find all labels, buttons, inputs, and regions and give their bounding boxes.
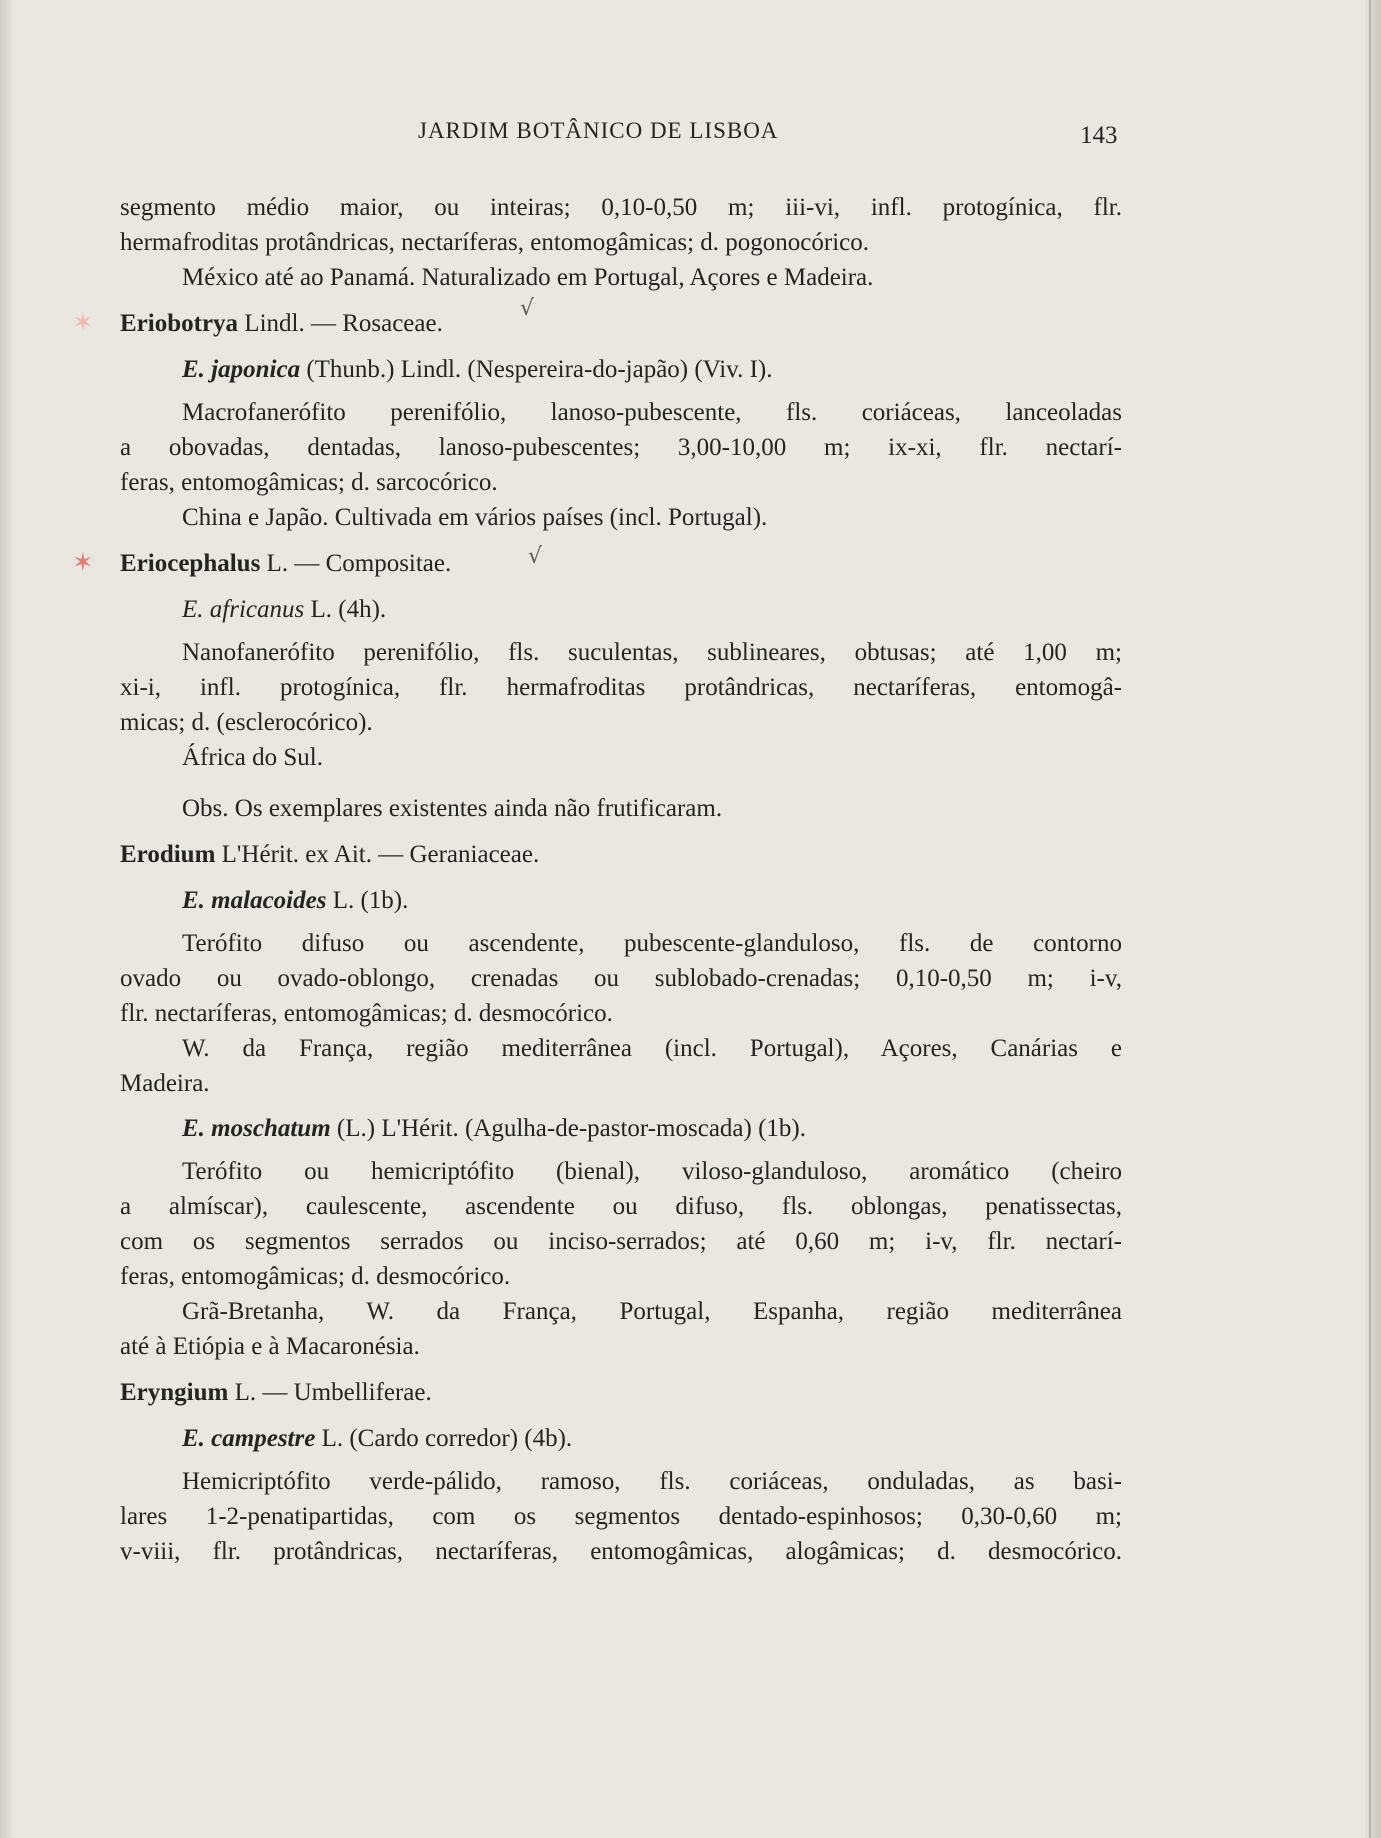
genus-heading-eriocephalus bbox=[72, 544, 1122, 581]
genus-author-family: L. — Compositae. bbox=[260, 550, 452, 577]
genus-name: Erodium bbox=[120, 841, 216, 868]
genus-heading-eryngium bbox=[120, 1375, 1122, 1410]
observation-note: Obs. Os exemplares existentes ainda não frutificaram. bbox=[182, 795, 723, 822]
species-heading bbox=[120, 883, 1122, 918]
species-heading bbox=[120, 1421, 1122, 1456]
species-heading bbox=[120, 592, 1122, 627]
species-description-line: com os segmentos serrados ou inciso-serrados; até 0,60 m; i-v, flr. nectarí- bbox=[120, 1228, 1122, 1255]
species-distribution: África do Sul. bbox=[182, 744, 323, 771]
species-name: E. africanus bbox=[182, 596, 305, 623]
page-edge-right bbox=[1365, 0, 1381, 1838]
species-heading bbox=[120, 352, 1122, 387]
species-author: L. (Cardo corredor) (4b). bbox=[315, 1425, 573, 1452]
intro-line: segmento médio maior, ou inteiras; 0,10-0,50 m; iii-vi, infl. protogínica, flr. bbox=[120, 194, 1122, 221]
genus-author-family: L'Hérit. ex Ait. — Geraniaceae. bbox=[215, 841, 540, 868]
genus-name: Eryngium bbox=[120, 1379, 229, 1406]
running-head-title: JARDIM BOTÂNICO DE LISBOA bbox=[418, 118, 779, 143]
species-description-line: ovado ou ovado-oblongo, crenadas ou sublobado-crenadas; 0,10-0,50 m; i-v, bbox=[120, 965, 1122, 992]
species-name: E. moschatum bbox=[182, 1115, 331, 1142]
genus-name: Eriobotrya bbox=[120, 310, 239, 337]
species-description-line: Hemicriptófito verde-pálido, ramoso, fls. coriáceas, onduladas, as basi- bbox=[182, 1468, 1122, 1495]
species-author: L. (1b). bbox=[326, 887, 409, 914]
species-distribution: até à Etiópia e à Macaronésia. bbox=[120, 1333, 420, 1360]
species-distribution: Grã-Bretanha, W. da França, Portugal, Espanha, região mediterrânea bbox=[182, 1298, 1122, 1325]
page-number: 143 bbox=[1080, 122, 1118, 149]
page-body bbox=[72, 190, 1122, 1569]
intro-distribution: México até ao Panamá. Naturalizado em Portugal, Açores e Madeira. bbox=[182, 264, 874, 291]
page-edge-left bbox=[0, 0, 14, 1838]
genus-name: Eriocephalus bbox=[120, 550, 261, 577]
species-description-line: a almíscar), caulescente, ascendente ou difuso, fls. oblongas, penatissectas, bbox=[120, 1193, 1122, 1220]
species-description-line: Nanofanerófito perenifólio, fls. suculentas, sublineares, obtusas; até 1,00 m; bbox=[182, 639, 1122, 666]
page-edge-shadow bbox=[1369, 0, 1371, 1838]
species-description-line: v-viii, flr. protândricas, nectaríferas, entomogâmicas, alogâmicas; d. desmocórico. bbox=[120, 1538, 1122, 1565]
genus-heading-eriobotrya bbox=[72, 296, 1122, 341]
species-description-line: Macrofanerófito perenifólio, lanoso-pubescente, fls. coriáceas, lanceoladas bbox=[182, 399, 1122, 426]
species-name: E. malacoides bbox=[182, 887, 327, 914]
species-author: (L.) L'Hérit. (Agulha-de-pastor-moscada) (1b). bbox=[330, 1115, 806, 1142]
check-mark-icon: √ bbox=[528, 544, 543, 569]
species-heading bbox=[120, 1111, 1122, 1146]
species-name: E. japonica bbox=[182, 356, 301, 383]
genus-author-family: Lindl. — Rosaceae. bbox=[238, 310, 443, 337]
asterisk-marker-icon: ✶ bbox=[72, 308, 94, 338]
running-head bbox=[0, 118, 1381, 154]
species-description-line: feras, entomogâmicas; d. sarcocórico. bbox=[120, 469, 498, 496]
species-description-line: feras, entomogâmicas; d. desmocórico. bbox=[120, 1263, 511, 1290]
intro-line: hermafroditas protândricas, nectaríferas, entomogâmicas; d. pogonocórico. bbox=[120, 229, 870, 256]
check-mark-icon: √ bbox=[520, 296, 535, 321]
species-distribution: W. da França, região mediterrânea (incl. Portugal), Açores, Canárias e bbox=[182, 1035, 1122, 1062]
genus-author-family: L. — Umbelliferae. bbox=[228, 1379, 432, 1406]
species-description-line: a obovadas, dentadas, lanoso-pubescentes; 3,00-10,00 m; ix-xi, flr. nectarí- bbox=[120, 434, 1122, 461]
species-author: L. (4h). bbox=[304, 596, 387, 623]
species-distribution: China e Japão. Cultivada em vários países (incl. Portugal). bbox=[182, 504, 768, 531]
species-description-line: flr. nectaríferas, entomogâmicas; d. desmocórico. bbox=[120, 1000, 613, 1027]
asterisk-marker-icon: ✶ bbox=[72, 548, 94, 578]
genus-heading-erodium bbox=[120, 837, 1122, 872]
species-description-line: Terófito ou hemicriptófito (bienal), viloso-glanduloso, aromático (cheiro bbox=[182, 1158, 1122, 1185]
species-distribution: Madeira. bbox=[120, 1070, 210, 1097]
species-name: E. campestre bbox=[182, 1425, 316, 1452]
species-description-line: Terófito difuso ou ascendente, pubescente-glanduloso, fls. de contorno bbox=[182, 930, 1122, 957]
species-description-line: micas; d. (esclerocórico). bbox=[120, 709, 373, 736]
species-description-line: lares 1-2-penatipartidas, com os segmentos dentado-espinhosos; 0,30-0,60 m; bbox=[120, 1503, 1122, 1530]
species-author: (Thunb.) Lindl. (Nespereira-do-japão) (Viv. I). bbox=[300, 356, 773, 383]
species-description-line: xi-i, infl. protogínica, flr. hermafroditas protândricas, nectaríferas, entomogâ- bbox=[120, 674, 1122, 701]
